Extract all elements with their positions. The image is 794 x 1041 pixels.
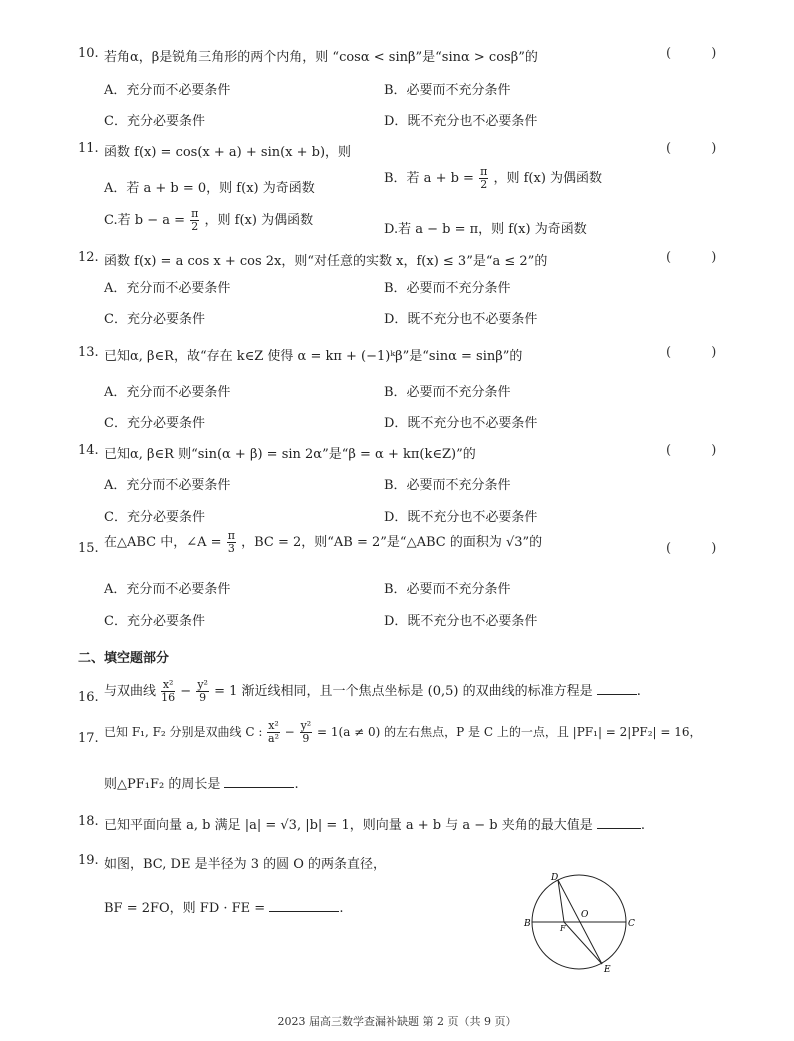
option-b: B．若 a + b = $\frac{\pi}{2}$ ，则 f(x) 为偶函数 bbox=[384, 165, 603, 191]
question-number: 13. bbox=[78, 345, 99, 360]
answer-blank bbox=[597, 816, 641, 829]
label-d: D bbox=[551, 873, 559, 883]
option-a: A．充分而不必要条件 bbox=[104, 281, 231, 296]
option-b: B．必要而不充分条件 bbox=[384, 385, 511, 400]
page-footer: 2023 届高三数学查漏补缺题 第 2 页（共 9 页） bbox=[277, 1015, 517, 1028]
label-c: C bbox=[628, 919, 635, 929]
option-d: D．既不充分也不必要条件 bbox=[384, 312, 538, 327]
option-b: B．必要而不充分条件 bbox=[384, 582, 511, 597]
option-a: A．充分而不必要条件 bbox=[104, 385, 231, 400]
label-b: B bbox=[524, 919, 531, 929]
option-c: C．充分必要条件 bbox=[104, 614, 205, 629]
question-number: 11. bbox=[78, 141, 99, 156]
circle-figure bbox=[520, 868, 640, 978]
answer-blank bbox=[597, 682, 637, 695]
option-b: B．必要而不充分条件 bbox=[384, 478, 511, 493]
question-stem: 已知 F₁, F₂ 分别是双曲线 C : $\frac{\text{x²}}{\text{a²}}$ − $\frac{\text{y²}}{9}$ = 1(a ≠ 0) 的左右焦点，P 是 C 上的一点，且 |PF₁| = 2|PF₂| = 16， bbox=[104, 719, 702, 745]
option-a: A．若 a + b = 0，则 f(x) 为奇函数 bbox=[104, 181, 315, 196]
question-stem: 已知α, β∈R，故“存在 k∈Z 使得 α = kπ + (−1)ᵏβ”是“sinα = sinβ”的 bbox=[104, 349, 523, 364]
answer-parentheses: ( ) bbox=[666, 46, 735, 61]
question-stem: 在△ABC 中，∠A = $\frac{\pi}{3}$ ，BC = 2，则“AB = 2”是“△ABC 的面积为 √3”的 bbox=[104, 529, 543, 555]
option-b: B．必要而不充分条件 bbox=[384, 83, 511, 98]
option-d: D．既不充分也不必要条件 bbox=[384, 510, 538, 525]
question-stem: 函数 f(x) = a cos x + cos 2x，则“对任意的实数 x，f(x) ≤ 3”是“a ≤ 2”的 bbox=[104, 254, 548, 269]
option-d: D.若 a − b = π，则 f(x) 为奇函数 bbox=[384, 222, 587, 237]
answer-parentheses: ( ) bbox=[666, 345, 735, 360]
answer-parentheses: ( ) bbox=[666, 443, 735, 458]
question-stem: 若角α，β是锐角三角形的两个内角，则 “cosα < sinβ”是“sinα > cosβ”的 bbox=[104, 50, 538, 65]
question-stem: 与双曲线 $\frac{\text{x²}}{16}$ − $\frac{\text{y²}}{9}$ = 1 渐近线相同，且一个焦点坐标是 (0,5) 的双曲线的标准方程是 . bbox=[104, 678, 641, 704]
question-stem-line2: 则△PF₁F₂ 的周长是 . bbox=[104, 777, 299, 792]
question-number: 17. bbox=[78, 731, 99, 746]
option-c: C.若 b − a = $\frac{\pi}{2}$ ，则 f(x) 为偶函数 bbox=[104, 207, 314, 233]
question-number: 10. bbox=[78, 46, 99, 61]
question-number: 18. bbox=[78, 814, 99, 829]
question-number: 12. bbox=[78, 250, 99, 265]
question-number: 14. bbox=[78, 443, 99, 458]
question-number: 15. bbox=[78, 541, 99, 556]
option-d: D．既不充分也不必要条件 bbox=[384, 614, 538, 629]
question-stem: 函数 f(x) = cos(x + a) + sin(x + b)，则 bbox=[104, 145, 352, 160]
option-a: A．充分而不必要条件 bbox=[104, 582, 231, 597]
answer-parentheses: ( ) bbox=[666, 250, 735, 265]
answer-blank bbox=[269, 899, 339, 912]
question-stem: 已知平面向量 a, b 满足 |a| = √3, |b| = 1，则向量 a + b 与 a − b 夹角的最大值是 . bbox=[104, 818, 646, 833]
option-a: A．充分而不必要条件 bbox=[104, 478, 231, 493]
question-stem-line2: BF = 2FO，则 FD · FE = . bbox=[104, 901, 344, 916]
option-c: C．充分必要条件 bbox=[104, 312, 205, 327]
answer-blank bbox=[224, 775, 294, 788]
answer-parentheses: ( ) bbox=[666, 141, 735, 156]
question-number: 16. bbox=[78, 690, 99, 705]
answer-parentheses: ( ) bbox=[666, 541, 735, 556]
option-d: D．既不充分也不必要条件 bbox=[384, 114, 538, 129]
question-stem: 已知α, β∈R 则“sin(α + β) = sin 2α”是“β = α + kπ(k∈Z)”的 bbox=[104, 447, 476, 462]
option-c: C．充分必要条件 bbox=[104, 114, 205, 129]
option-c: C．充分必要条件 bbox=[104, 510, 205, 525]
label-e: E bbox=[604, 965, 611, 975]
option-b: B．必要而不充分条件 bbox=[384, 281, 511, 296]
label-o: O bbox=[581, 910, 589, 920]
option-d: D．既不充分也不必要条件 bbox=[384, 416, 538, 431]
option-a: A．充分而不必要条件 bbox=[104, 83, 231, 98]
question-stem: 如图，BC, DE 是半径为 3 的圆 O 的两条直径， bbox=[104, 857, 387, 872]
option-c: C．充分必要条件 bbox=[104, 416, 205, 431]
section-title: 二、填空题部分 bbox=[78, 651, 170, 666]
question-number: 19. bbox=[78, 853, 99, 868]
label-f: F bbox=[560, 924, 566, 933]
